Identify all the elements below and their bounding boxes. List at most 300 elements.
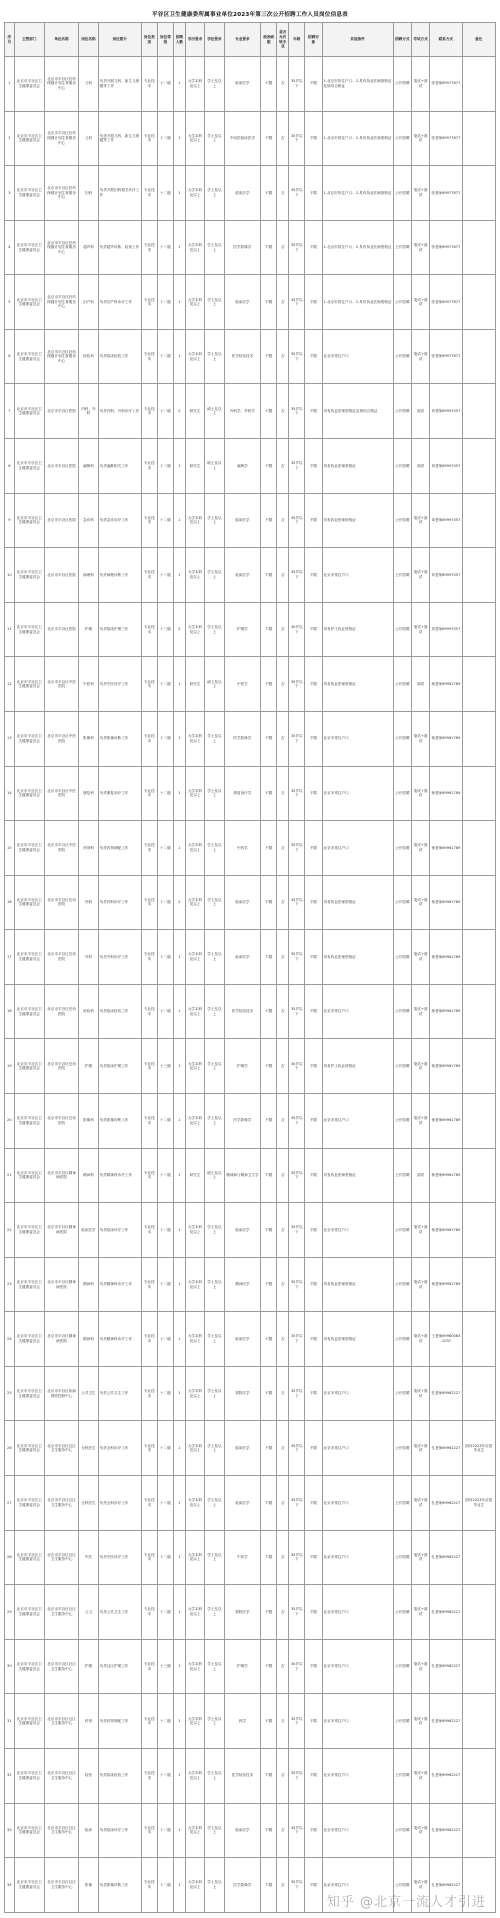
column-header: 岗位简介 xyxy=(98,23,141,57)
contact-cell: 杨老师69961789 xyxy=(430,821,462,876)
target-cell: 不限 xyxy=(305,1421,322,1476)
page-title: 平谷区卫生健康委所属事业单位2023年第三次公开招聘工作人员岗位信息表 xyxy=(152,12,348,18)
column-header: 岗位等级 xyxy=(157,23,173,57)
dept-cell: 北京市平谷区卫生健康委员会 xyxy=(14,1312,44,1367)
type-cell: 专业技术 xyxy=(141,1421,157,1476)
row-number: 12 xyxy=(5,657,15,712)
target-cell: 不限 xyxy=(305,821,322,876)
degree-cell: 硕士及以上 xyxy=(205,1148,224,1203)
exam-cell: 面试 xyxy=(411,439,429,494)
post-cell: 麻醉科 xyxy=(79,439,98,494)
exam-cell: 笔试+面试 xyxy=(411,984,429,1039)
edu-cell: 研究生 xyxy=(185,384,204,439)
post-cell: 影像 xyxy=(79,1858,98,1913)
exam-cell: 笔试+面试 xyxy=(411,930,429,985)
job-table xyxy=(4,22,496,1913)
intro-cell: 负责妇产科诊疗工作 xyxy=(98,275,141,330)
intro-cell: 负责公共卫生工作 xyxy=(98,1366,141,1421)
method-cell: 公开招聘 xyxy=(393,711,411,766)
post-cell: 儿科 xyxy=(79,111,98,166)
unit-cell: 北京市平谷区妇幼保健计划生育服务中心 xyxy=(44,329,78,384)
dept-cell: 北京市平谷区卫生健康委员会 xyxy=(14,439,44,494)
contact-cell: 孔老师69962227 xyxy=(430,1421,462,1476)
type-cell: 专业技术 xyxy=(141,1694,157,1749)
note-cell xyxy=(462,1257,496,1312)
edu-cell: 大学本科及以上 xyxy=(185,1203,204,1258)
target-cell: 不限 xyxy=(305,602,322,657)
row-number: 21 xyxy=(5,1148,15,1203)
method-cell: 公开招聘 xyxy=(393,1530,411,1585)
count-cell: 1 xyxy=(174,1858,186,1913)
post-cell: 影像科 xyxy=(79,1093,98,1148)
count-cell: 1 xyxy=(174,657,186,712)
intro-cell: 负责临床诊疗工作 xyxy=(98,1203,141,1258)
intro-cell: 负责临床检验工作 xyxy=(98,984,141,1039)
level-cell: 十二级 xyxy=(157,57,173,112)
dept-cell: 北京市平谷区卫生健康委员会 xyxy=(14,1803,44,1858)
age-cell: 35岁以下 xyxy=(289,439,305,494)
transfer-cell: 否 xyxy=(277,275,289,330)
conditions-cell: 1.北京市常住户口；2.具有执业医师资格证 xyxy=(322,275,393,330)
unit-cell: 北京市平谷区社区卫生服务中心 xyxy=(44,1585,78,1640)
row-number: 22 xyxy=(5,1203,15,1258)
exam-cell: 笔试+面试 xyxy=(411,602,429,657)
transfer-cell: 否 xyxy=(277,821,289,876)
row-number: 16 xyxy=(5,875,15,930)
target-cell: 不限 xyxy=(305,1585,322,1640)
type-cell: 专业技术 xyxy=(141,1039,157,1094)
contact-cell: 刘老师89997057 xyxy=(430,602,462,657)
method-cell: 公开招聘 xyxy=(393,439,411,494)
major-cell: 医学检验技术 xyxy=(224,984,261,1039)
note-cell xyxy=(462,1694,496,1749)
count-cell: 1 xyxy=(174,1421,186,1476)
contact-cell: 张老师69977877 xyxy=(430,329,462,384)
dept-cell: 北京市平谷区卫生健康委员会 xyxy=(14,1366,44,1421)
type-cell: 专业技术 xyxy=(141,711,157,766)
transfer-cell: 否 xyxy=(277,111,289,166)
row-number: 3 xyxy=(5,166,15,221)
age-cell: 35岁以下 xyxy=(289,1803,305,1858)
intro-cell: 负责外科诊疗工作 xyxy=(98,930,141,985)
note-cell xyxy=(462,1093,496,1148)
dept-cell: 北京市平谷区卫生健康委员会 xyxy=(14,1257,44,1312)
politics-cell: 不限 xyxy=(261,1694,277,1749)
dept-cell: 北京市平谷区卫生健康委员会 xyxy=(14,275,44,330)
edu-cell: 大学本科及以上 xyxy=(185,548,204,603)
level-cell: 十二级 xyxy=(157,1203,173,1258)
exam-cell: 面试 xyxy=(411,1148,429,1203)
note-cell xyxy=(462,548,496,603)
contact-cell: 张老师69977877 xyxy=(430,166,462,221)
dept-cell: 北京市平谷区卫生健康委员会 xyxy=(14,220,44,275)
exam-cell: 笔试+面试 xyxy=(411,1421,429,1476)
unit-cell: 北京市平谷区岳协医院 xyxy=(44,875,78,930)
transfer-cell: 否 xyxy=(277,1748,289,1803)
transfer-cell: 否 xyxy=(277,1530,289,1585)
table-row xyxy=(5,1148,496,1203)
note-cell xyxy=(462,711,496,766)
transfer-cell: 否 xyxy=(277,548,289,603)
row-number: 7 xyxy=(5,384,15,439)
level-cell: 十二级 xyxy=(157,1858,173,1913)
table-row xyxy=(5,329,496,384)
age-cell: 35岁以下 xyxy=(289,1421,305,1476)
age-cell: 35岁以下 xyxy=(289,766,305,821)
column-header: 备注 xyxy=(462,23,496,57)
major-cell: 临床医学 xyxy=(224,875,261,930)
major-cell: 临床医学 xyxy=(224,1203,261,1258)
unit-cell: 北京市平谷区妇幼保健计划生育服务中心 xyxy=(44,220,78,275)
unit-cell: 北京市平谷区中医医院 xyxy=(44,711,78,766)
table-row xyxy=(5,384,496,439)
dept-cell: 北京市平谷区卫生健康委员会 xyxy=(14,329,44,384)
table-row xyxy=(5,57,496,112)
target-cell: 不限 xyxy=(305,439,322,494)
unit-cell: 北京市平谷区医院 xyxy=(44,493,78,548)
level-cell: 十二级 xyxy=(157,1148,173,1203)
transfer-cell: 否 xyxy=(277,1476,289,1531)
unit-cell: 北京市平谷区精神病医院 xyxy=(44,1257,78,1312)
exam-cell: 笔试+面试 xyxy=(411,329,429,384)
age-cell: 35岁以下 xyxy=(289,657,305,712)
table-row xyxy=(5,220,496,275)
table-row xyxy=(5,766,496,821)
edu-cell: 研究生 xyxy=(185,657,204,712)
conditions-cell: 具有执业医师资格证 xyxy=(322,493,393,548)
exam-cell: 笔试+面试 xyxy=(411,1039,429,1094)
count-cell: 1 xyxy=(174,1148,186,1203)
age-cell: 35岁以下 xyxy=(289,1257,305,1312)
dept-cell: 北京市平谷区卫生健康委员会 xyxy=(14,930,44,985)
column-header: 其他条件 xyxy=(322,23,393,57)
note-cell xyxy=(462,166,496,221)
column-header: 是否允许转专业 xyxy=(277,23,289,57)
conditions-cell: 1.北京市常住户口；2.具有执业医师资格证 xyxy=(322,166,393,221)
contact-cell: 杨老师69961789 xyxy=(430,1257,462,1312)
table-row xyxy=(5,493,496,548)
conditions-cell: 具有执业医师资格证 xyxy=(322,439,393,494)
major-cell: 护理学 xyxy=(224,602,261,657)
level-cell: 十二级 xyxy=(157,1585,173,1640)
type-cell: 专业技术 xyxy=(141,329,157,384)
degree-cell: 学士及以上 xyxy=(205,1421,224,1476)
edu-cell: 大学本科及以上 xyxy=(185,1093,204,1148)
transfer-cell: 否 xyxy=(277,657,289,712)
column-header: 学历要求 xyxy=(185,23,204,57)
method-cell: 公开招聘 xyxy=(393,1257,411,1312)
major-cell: 医学影像学 xyxy=(224,711,261,766)
table-row xyxy=(5,1694,496,1749)
type-cell: 专业技术 xyxy=(141,1748,157,1803)
method-cell: 公开招聘 xyxy=(393,1748,411,1803)
note-cell xyxy=(462,329,496,384)
contact-cell: 杨老师69961789 xyxy=(430,1093,462,1148)
column-header: 序号 xyxy=(5,23,15,57)
degree-cell: 学士及以上 xyxy=(205,930,224,985)
count-cell: 1 xyxy=(174,1039,186,1094)
politics-cell: 不限 xyxy=(261,1585,277,1640)
transfer-cell: 否 xyxy=(277,57,289,112)
exam-cell: 笔试+面试 xyxy=(411,493,429,548)
contact-cell: 刘老师89997057 xyxy=(430,384,462,439)
contact-cell: 张老师69977877 xyxy=(430,57,462,112)
level-cell: 十二级 xyxy=(157,1530,173,1585)
contact-cell: 孔老师69962227 xyxy=(430,1694,462,1749)
degree-cell: 学士及以上 xyxy=(205,166,224,221)
dept-cell: 北京市平谷区卫生健康委员会 xyxy=(14,1530,44,1585)
type-cell: 专业技术 xyxy=(141,548,157,603)
note-cell xyxy=(462,602,496,657)
degree-cell: 学士及以上 xyxy=(205,766,224,821)
row-number: 11 xyxy=(5,602,15,657)
unit-cell: 北京市平谷区精神病医院 xyxy=(44,1203,78,1258)
major-cell: 临床医学 xyxy=(224,1312,261,1367)
transfer-cell: 否 xyxy=(277,329,289,384)
conditions-cell: 具有执业医师资格证及规培合格证 xyxy=(322,384,393,439)
dept-cell: 北京市平谷区卫生健康委员会 xyxy=(14,1039,44,1094)
age-cell: 35岁以下 xyxy=(289,1585,305,1640)
politics-cell: 不限 xyxy=(261,766,277,821)
post-cell: 超声科 xyxy=(79,220,98,275)
level-cell: 十二级 xyxy=(157,111,173,166)
type-cell: 专业技术 xyxy=(141,766,157,821)
level-cell: 十二级 xyxy=(157,711,173,766)
method-cell: 公开招聘 xyxy=(393,275,411,330)
exam-cell: 笔试+面试 xyxy=(411,1366,429,1421)
conditions-cell: 北京市常住户口 xyxy=(322,1748,393,1803)
method-cell: 公开招聘 xyxy=(393,548,411,603)
level-cell: 十二级 xyxy=(157,548,173,603)
post-cell: 妇产科 xyxy=(79,275,98,330)
table-row xyxy=(5,930,496,985)
unit-cell: 北京市平谷区中医医院 xyxy=(44,821,78,876)
unit-cell: 北京市平谷区社区卫生服务中心 xyxy=(44,1476,78,1531)
major-cell: 中药学 xyxy=(224,821,261,876)
major-cell: 护理学 xyxy=(224,1039,261,1094)
method-cell: 公开招聘 xyxy=(393,57,411,112)
conditions-cell: 北京市常住户口 xyxy=(322,548,393,603)
intro-cell: 负责麻醉相关工作 xyxy=(98,439,141,494)
row-number: 5 xyxy=(5,275,15,330)
edu-cell: 大学本科及以上 xyxy=(185,166,204,221)
politics-cell: 不限 xyxy=(261,1748,277,1803)
count-cell: 1 xyxy=(174,166,186,221)
post-cell: 药剂科 xyxy=(79,821,98,876)
table-header-row xyxy=(5,23,496,57)
major-cell: 内科学、外科学 xyxy=(224,384,261,439)
conditions-cell: 具有执业医师资格证 xyxy=(322,657,393,712)
row-number: 20 xyxy=(5,1093,15,1148)
post-cell: 中医 xyxy=(79,1530,98,1585)
degree-cell: 学士及以上 xyxy=(205,1858,224,1913)
post-cell: 全科医生 xyxy=(79,1476,98,1531)
table-row xyxy=(5,875,496,930)
age-cell: 35岁以下 xyxy=(289,1148,305,1203)
post-cell: 临床医学 xyxy=(79,1203,98,1258)
age-cell: 35岁以下 xyxy=(289,1748,305,1803)
note-cell xyxy=(462,275,496,330)
level-cell: 十二级 xyxy=(157,275,173,330)
major-cell: 中西医临床医学 xyxy=(224,111,261,166)
politics-cell: 不限 xyxy=(261,1530,277,1585)
type-cell: 专业技术 xyxy=(141,1476,157,1531)
table-row xyxy=(5,1803,496,1858)
conditions-cell: 1.北京市常住户口；2.具有执业医师资格证及规培合格证 xyxy=(322,57,393,112)
contact-cell: 杨老师69961789 xyxy=(430,984,462,1039)
intro-cell: 负责临床诊疗工作 xyxy=(98,1803,141,1858)
edu-cell: 大学本科及以上 xyxy=(185,1530,204,1585)
level-cell: 十二级 xyxy=(157,220,173,275)
exam-cell: 笔试+面试 xyxy=(411,1530,429,1585)
politics-cell: 不限 xyxy=(261,1039,277,1094)
table-row xyxy=(5,821,496,876)
major-cell: 中医学 xyxy=(224,1530,261,1585)
exam-cell: 笔试+面试 xyxy=(411,1694,429,1749)
transfer-cell: 否 xyxy=(277,384,289,439)
type-cell: 专业技术 xyxy=(141,875,157,930)
post-cell: 药剂 xyxy=(79,1694,98,1749)
politics-cell: 不限 xyxy=(261,984,277,1039)
unit-cell: 北京市平谷区社区卫生服务中心 xyxy=(44,1748,78,1803)
politics-cell: 不限 xyxy=(261,930,277,985)
contact-cell: 杨老师69961789 xyxy=(430,1148,462,1203)
count-cell: 2 xyxy=(174,875,186,930)
type-cell: 专业技术 xyxy=(141,657,157,712)
type-cell: 专业技术 xyxy=(141,493,157,548)
intro-cell: 负责全科诊疗工作 xyxy=(98,1421,141,1476)
method-cell: 公开招聘 xyxy=(393,111,411,166)
method-cell: 公开招聘 xyxy=(393,1366,411,1421)
unit-cell: 北京市平谷区医院 xyxy=(44,602,78,657)
age-cell: 35岁以下 xyxy=(289,111,305,166)
contact-cell: 杨老师69961789 xyxy=(430,711,462,766)
type-cell: 专业技术 xyxy=(141,1858,157,1913)
contact-cell: 孔老师69962227 xyxy=(430,1803,462,1858)
post-cell: 检验科 xyxy=(79,984,98,1039)
type-cell: 专业技术 xyxy=(141,821,157,876)
target-cell: 不限 xyxy=(305,1530,322,1585)
note-cell xyxy=(462,1039,496,1094)
row-number: 4 xyxy=(5,220,15,275)
target-cell: 不限 xyxy=(305,930,322,985)
target-cell: 不限 xyxy=(305,1366,322,1421)
edu-cell: 研究生 xyxy=(185,439,204,494)
level-cell: 十二级 xyxy=(157,657,173,712)
exam-cell: 笔试+面试 xyxy=(411,766,429,821)
dept-cell: 北京市平谷区卫生健康委员会 xyxy=(14,602,44,657)
exam-cell: 笔试+面试 xyxy=(411,875,429,930)
age-cell: 35岁以下 xyxy=(289,1366,305,1421)
count-cell: 1 xyxy=(174,1530,186,1585)
conditions-cell: 北京市常住户口 xyxy=(322,1858,393,1913)
transfer-cell: 否 xyxy=(277,439,289,494)
method-cell: 公开招聘 xyxy=(393,1312,411,1367)
transfer-cell: 否 xyxy=(277,1694,289,1749)
target-cell: 不限 xyxy=(305,111,322,166)
age-cell: 35岁以下 xyxy=(289,384,305,439)
exam-cell: 笔试+面试 xyxy=(411,1476,429,1531)
type-cell: 专业技术 xyxy=(141,1585,157,1640)
age-cell: 35岁以下 xyxy=(289,548,305,603)
edu-cell: 大学本科及以上 xyxy=(185,220,204,275)
edu-cell: 研究生 xyxy=(185,1148,204,1203)
target-cell: 不限 xyxy=(305,1748,322,1803)
level-cell: 十二级 xyxy=(157,821,173,876)
row-number: 25 xyxy=(5,1366,15,1421)
intro-cell: 负责精神科诊疗工作 xyxy=(98,1312,141,1367)
target-cell: 不限 xyxy=(305,329,322,384)
table-row xyxy=(5,275,496,330)
level-cell: 十二级 xyxy=(157,493,173,548)
age-cell: 35岁以下 xyxy=(289,1858,305,1913)
transfer-cell: 否 xyxy=(277,1366,289,1421)
intro-cell: 负责药剂调配工作 xyxy=(98,1694,141,1749)
politics-cell: 不限 xyxy=(261,1312,277,1367)
degree-cell: 学士及以上 xyxy=(205,1093,224,1148)
level-cell: 十二级 xyxy=(157,1748,173,1803)
transfer-cell: 否 xyxy=(277,984,289,1039)
target-cell: 不限 xyxy=(305,711,322,766)
unit-cell: 北京市平谷区妇幼保健计划生育服务中心 xyxy=(44,111,78,166)
note-cell: 面向2023年应届毕业生 xyxy=(462,1421,496,1476)
major-cell: 临床医学 xyxy=(224,166,261,221)
level-cell: 十二级 xyxy=(157,384,173,439)
age-cell: 30岁以下 xyxy=(289,1039,305,1094)
exam-cell: 笔试+面试 xyxy=(411,111,429,166)
note-cell xyxy=(462,1312,496,1367)
dept-cell: 北京市平谷区卫生健康委员会 xyxy=(14,1585,44,1640)
target-cell: 不限 xyxy=(305,1039,322,1094)
note-cell xyxy=(462,1639,496,1694)
major-cell: 药学 xyxy=(224,1694,261,1749)
intro-cell: 负责临床护理工作 xyxy=(98,602,141,657)
age-cell: 35岁以下 xyxy=(289,57,305,112)
method-cell: 公开招聘 xyxy=(393,766,411,821)
method-cell: 公开招聘 xyxy=(393,220,411,275)
transfer-cell: 否 xyxy=(277,1858,289,1913)
age-cell: 30岁以下 xyxy=(289,602,305,657)
politics-cell: 不限 xyxy=(261,57,277,112)
edu-cell: 大学本科及以上 xyxy=(185,493,204,548)
note-cell xyxy=(462,1585,496,1640)
major-cell: 护理学 xyxy=(224,1639,261,1694)
degree-cell: 学士及以上 xyxy=(205,984,224,1039)
target-cell: 不限 xyxy=(305,1476,322,1531)
table-row xyxy=(5,1312,496,1367)
edu-cell: 大学本科及以上 xyxy=(185,1585,204,1640)
contact-cell: 杨老师69961789 xyxy=(430,1039,462,1094)
dept-cell: 北京市平谷区卫生健康委员会 xyxy=(14,1148,44,1203)
post-cell: 儿科 xyxy=(79,57,98,112)
column-header: 政治面貌 xyxy=(261,23,277,57)
target-cell: 不限 xyxy=(305,384,322,439)
degree-cell: 学士及以上 xyxy=(205,1476,224,1531)
post-cell: 全科医生 xyxy=(79,1421,98,1476)
table-row xyxy=(5,439,496,494)
intro-cell: 负责开展儿科、新生儿保健等工作 xyxy=(98,57,141,112)
contact-cell: 张老师69977877 xyxy=(430,220,462,275)
count-cell: 1 xyxy=(174,1203,186,1258)
row-number: 26 xyxy=(5,1421,15,1476)
conditions-cell: 北京市常住户口 xyxy=(322,329,393,384)
conditions-cell: 具有执业医师资格证 xyxy=(322,1148,393,1203)
note-cell xyxy=(462,875,496,930)
dept-cell: 北京市平谷区卫生健康委员会 xyxy=(14,1748,44,1803)
table-row xyxy=(5,1476,496,1531)
degree-cell: 学士及以上 xyxy=(205,1694,224,1749)
table-row xyxy=(5,1748,496,1803)
